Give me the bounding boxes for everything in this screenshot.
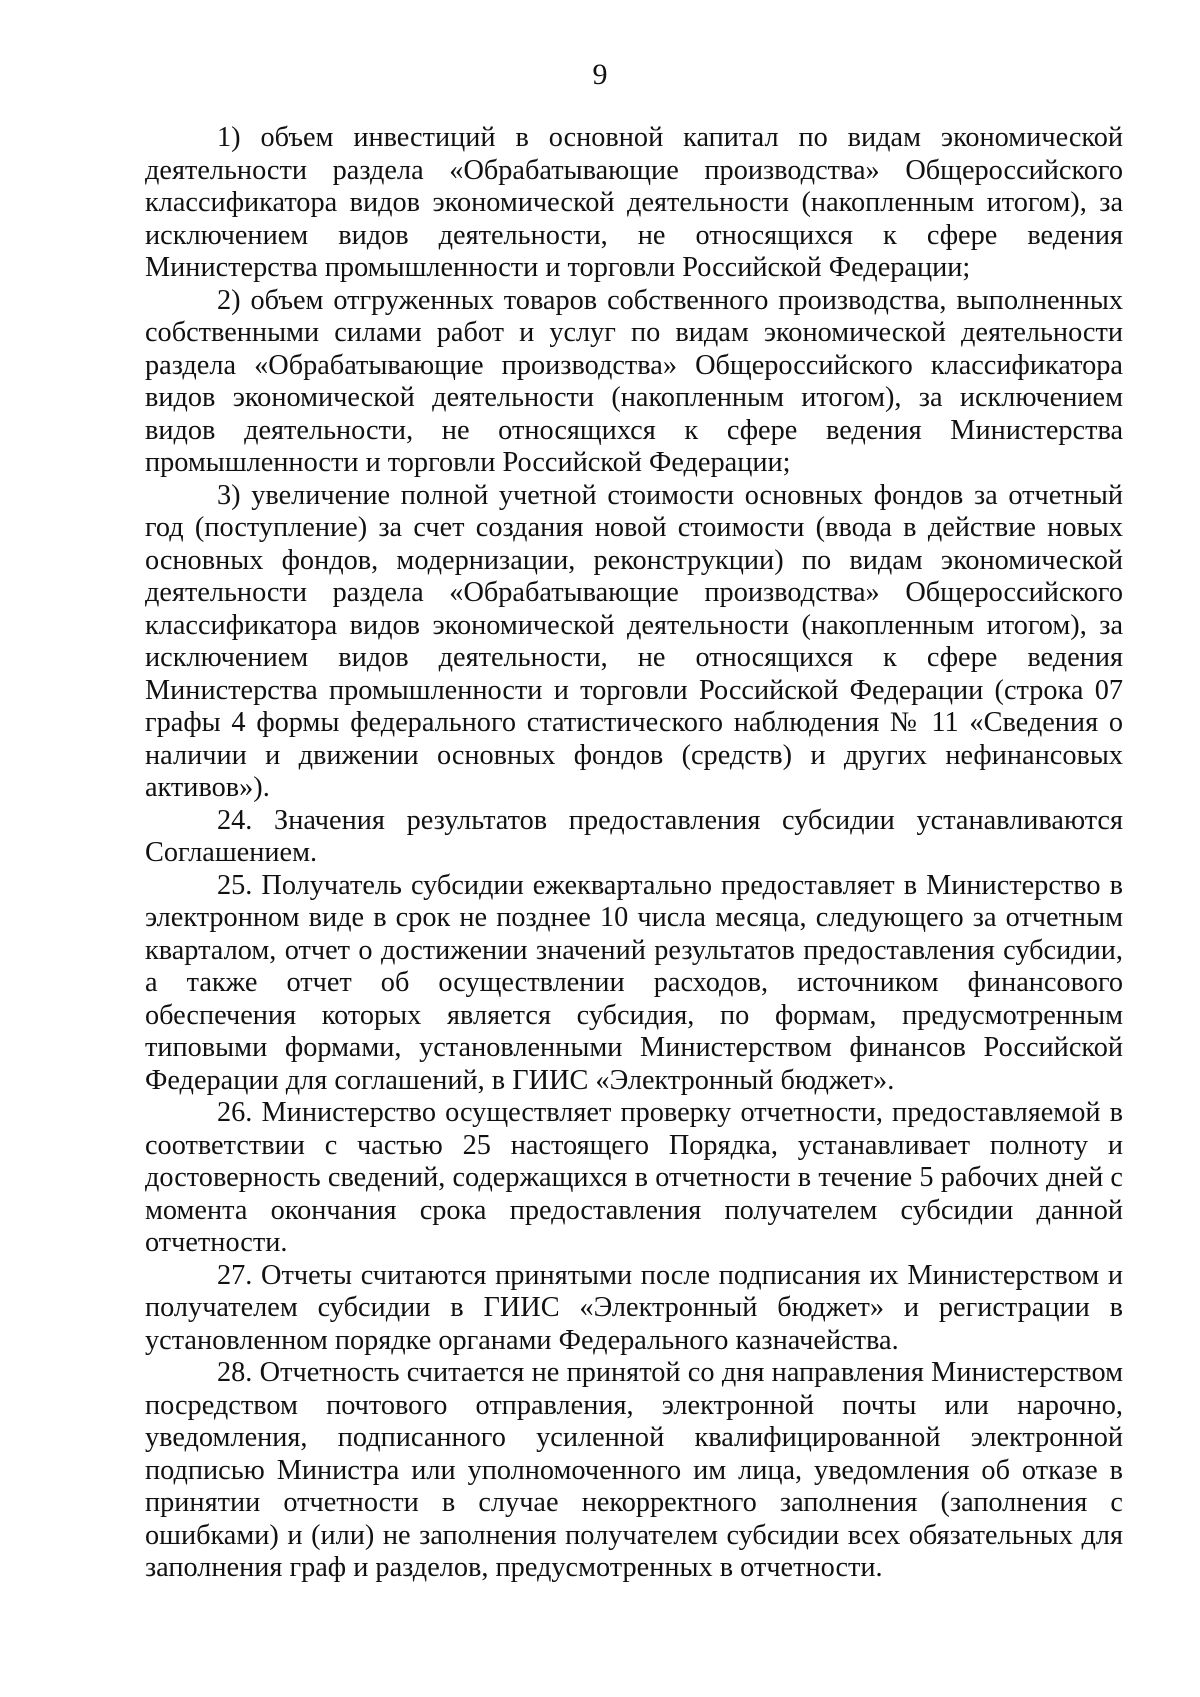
paragraph-item-3: 3) увеличение полной учетной стоимости основных фондов за отчетный год (поступление) за счет создания новой стоимости (ввода в действие новых основных фондов, модернизации, реконструкции) по видам экономической деятельности раздела «Обрабатывающие производства» Общероссийского классификатора видов экономической деятельности (накопленным итогом), за исключением видов деятельности, не относящихся к сфере ведения Министерства промышленности и торговли Российской Федерации (строка 07 графы 4 формы федерального статистического наблюдения № 11 «Сведения о наличии и движении основных фондов (средств) и других нефинансовых активов»). <box>145 479 1123 803</box>
page-number: 9 <box>592 58 608 91</box>
document-body <box>145 122 1123 1585</box>
paragraph-24: 24. Значения результатов предоставления субсидии устанавливаются Соглашением. <box>145 804 1123 868</box>
paragraph-25: 25. Получатель субсидии ежеквартально предоставляет в Министерство в электронном виде в срок не позднее 10 числа месяца, следующего за отчетным кварталом, отчет о достижении значений результатов предоставления субсидии, а также отчет об осуществлении расходов, источником финансового обеспечения которых является субсидия, по формам, предусмотренным типовыми формами, установленными Министерством финансов Российской Федерации для соглашений, в ГИИС «Электронный бюджет». <box>145 869 1123 1096</box>
paragraph-27: 27. Отчеты считаются принятыми после подписания их Министерством и получателем субсидии в ГИИС «Электронный бюджет» и регистрации в установленном порядке органами Федерального казначейства. <box>145 1259 1123 1356</box>
paragraph-26: 26. Министерство осуществляет проверку отчетности, предоставляемой в соответствии с частью 25 настоящего Порядка, устанавливает полноту и достоверность сведений, содержащихся в отчетности в течение 5 рабочих дней с момента окончания срока предоставления получателем субсидии данной отчетности. <box>145 1097 1123 1258</box>
paragraph-28: 28. Отчетность считается не принятой со дня направления Министерством посредством почтового отправления, электронной почты или нарочно, уведомления, подписанного усиленной квалифицированной электронной подписью Министра или уполномоченного им лица, уведомления об отказе в принятии отчетности в случае некорректного заполнения (заполнения с ошибками) и (или) не заполнения получателем субсидии всех обязательных для заполнения граф и разделов, предусмотренных в отчетности. <box>145 1357 1123 1583</box>
paragraph-item-1: 1) объем инвестиций в основной капитал по видам экономической деятельности раздела «Обрабатывающие производства» Общероссийского классификатора видов экономической деятельности (накопленным итогом), за исключением видов деятельности, не относящихся к сфере ведения Министерства промышленности и торговли Российской Федерации; <box>145 122 1123 283</box>
paragraph-item-2: 2) объем отгруженных товаров собственного производства, выполненных собственными силами работ и услуг по видам экономической деятельности раздела «Обрабатывающие производства» Общероссийского классификатора видов экономической деятельности (накопленным итогом), за исключением видов деятельности, не относящихся к сфере ведения Министерства промышленности и торговли Российской Федерации; <box>145 284 1123 478</box>
